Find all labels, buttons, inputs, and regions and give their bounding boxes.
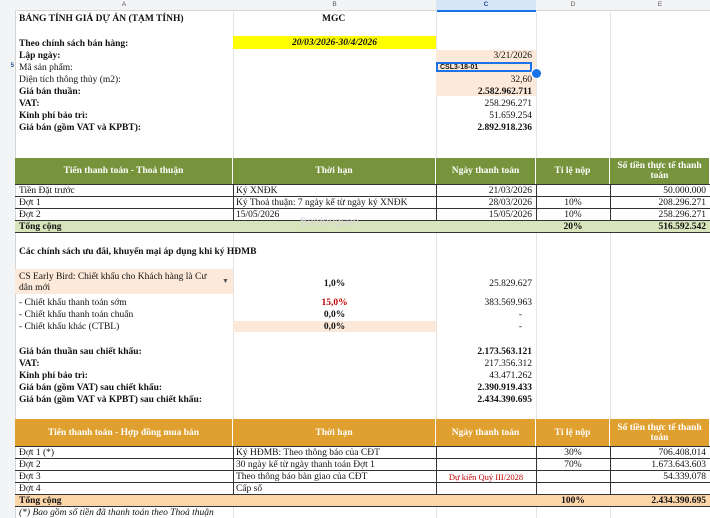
after-gross-value[interactable]: 2.390.919.433: [477, 383, 532, 393]
area-label: Diện tích thông thủy (m2):: [19, 75, 121, 85]
t1-header-installment: Tiến thanh toán - Thoả thuận: [15, 158, 233, 184]
t1-header-amount: Số tiền thực tế thanh toán: [610, 158, 710, 184]
column-header-d[interactable]: D: [536, 0, 610, 11]
after-vat-label: VAT:: [19, 359, 40, 369]
discount-early-payment-pct[interactable]: 15,0%: [321, 298, 348, 308]
early-bird-line2[interactable]: dân mới: [19, 283, 51, 293]
early-bird-line1[interactable]: CS Early Bird: Chiết khấu cho Khách hàng là Cư: [19, 272, 207, 282]
fill-handle[interactable]: [531, 68, 542, 79]
watermark-logo: Batdongsan: [300, 216, 359, 228]
t2-row3-term[interactable]: Theo thông báo bàn giao của CĐT: [236, 472, 368, 482]
t1-row1-installment[interactable]: Tiền Đặt trước: [19, 186, 75, 196]
discount-standard-label: - Chiết khấu thanh toán chuẩn: [19, 310, 134, 320]
total-price-label: Giá bán (gồm VAT và KPBT):: [19, 123, 142, 133]
t2-header-term: Thời hạn: [233, 419, 436, 446]
t2-row1-term[interactable]: Ký HĐMB: Theo thông báo của CĐT: [236, 448, 380, 458]
t1-row2-term[interactable]: Ký Thoả thuận: 7 ngày kể từ ngày ký XNĐK: [236, 198, 408, 208]
product-label: Mã sản phẩm:: [19, 63, 73, 73]
after-total-label: Giá bán (gồm VAT và KPBT) sau chiết khấu:: [19, 395, 203, 405]
t2-header-rate: Tỉ lệ nộp: [536, 419, 610, 446]
column-header-c[interactable]: C: [436, 0, 536, 12]
t2-row4-installment[interactable]: Đợt 4: [19, 484, 41, 494]
t1-row3-rate[interactable]: 10%: [564, 210, 582, 220]
dropdown-arrow-icon[interactable]: ▼: [222, 277, 229, 285]
policy-value[interactable]: 20/03/2026-30/4/2026: [292, 38, 377, 48]
discount-heading: Các chính sách ưu đãi, khuyến mại áp dụng khi ký HĐMB: [19, 247, 257, 257]
t1-total-rate[interactable]: 20%: [563, 222, 583, 232]
total-price-value[interactable]: 2.892.918.236: [477, 123, 532, 133]
t2-row1-installment[interactable]: Đợt 1 (*): [19, 448, 55, 458]
t2-row2-amount[interactable]: 1.673.643.603: [651, 460, 706, 470]
after-gross-label: Giá bán (gồm VAT) sau chiết khấu:: [19, 383, 163, 393]
t2-header-date: Ngày thanh toán: [436, 419, 536, 446]
t1-row2-installment[interactable]: Đợt 1: [19, 198, 41, 208]
t1-row1-term[interactable]: Ký XNĐK: [236, 186, 278, 196]
discount-standard-amount[interactable]: -: [518, 310, 522, 320]
t1-total-amount[interactable]: 516.592.542: [658, 222, 706, 232]
discount-early-payment-amount[interactable]: 383.569.963: [484, 298, 532, 308]
date-label: Lập ngày:: [19, 51, 61, 61]
t1-row3-term[interactable]: 15/05/2026: [236, 210, 280, 220]
after-maint-value[interactable]: 43.471.262: [489, 371, 532, 381]
t1-row1-amount[interactable]: 50.000.000: [663, 186, 706, 196]
early-bird-amount[interactable]: 25.829.627: [489, 279, 532, 289]
vat-label: VAT:: [19, 99, 40, 109]
t1-header-date: Ngày thanh toán: [436, 158, 536, 184]
t2-row2-term[interactable]: 30 ngày kể từ ngày thanh toán Đợt 1: [236, 460, 375, 470]
column-header-b[interactable]: B: [233, 0, 436, 11]
vat-value[interactable]: 258.296.271: [484, 99, 532, 109]
after-vat-value[interactable]: 217.356.312: [484, 359, 532, 369]
product-value[interactable]: CSL3-18-01: [440, 64, 479, 71]
t2-row3-date[interactable]: Dự kiến Quý III/2028: [448, 472, 524, 482]
t2-total-amount[interactable]: 2.434.390.695: [651, 496, 706, 506]
date-value[interactable]: 3/21/2026: [493, 51, 532, 61]
t1-row1-date[interactable]: 21/03/2026: [488, 186, 532, 196]
t2-row1-amount[interactable]: 706.408.014: [658, 448, 706, 458]
t2-row4-term[interactable]: Cấp sổ: [236, 484, 263, 494]
row-gutter: [0, 10, 16, 518]
t2-row3-amount[interactable]: 54.339.078: [663, 472, 706, 482]
area-value[interactable]: 32,60: [510, 75, 532, 85]
discount-other-amount[interactable]: -: [518, 322, 522, 332]
t2-row2-rate[interactable]: 70%: [564, 460, 582, 470]
footnote: (*) Bao gồm số tiền đã thanh toán theo Thoả thuận: [19, 508, 214, 518]
t2-row1-rate[interactable]: 30%: [564, 448, 582, 458]
column-header-e[interactable]: E: [610, 0, 710, 11]
t2-header-amount: Số tiền thực tế thanh toán: [610, 419, 710, 446]
column-header-a[interactable]: A: [15, 0, 233, 11]
t1-total-label: Tổng cộng: [19, 222, 62, 232]
after-net-value[interactable]: 2.173.563.121: [477, 347, 532, 357]
maintenance-label: Kinh phí bảo trì:: [19, 111, 88, 121]
t2-total-rate[interactable]: 100%: [561, 496, 585, 506]
t1-header-rate: Tỉ lệ nộp: [536, 158, 610, 184]
net-price-label: Giá bán thuần:: [19, 87, 81, 97]
discount-standard-pct[interactable]: 0,0%: [323, 310, 346, 320]
t1-row2-rate[interactable]: 10%: [564, 198, 582, 208]
after-total-value[interactable]: 2.434.390.695: [477, 395, 532, 405]
sheet-title: BẢNG TÍNH GIÁ DỰ ÁN (TẠM TÍNH): [19, 14, 184, 24]
project-name: MGC: [322, 14, 346, 24]
t1-row3-amount[interactable]: 258.296.271: [658, 210, 706, 220]
discount-other-label: - Chiết khấu khác (CTBL): [19, 322, 120, 332]
discount-other-pct[interactable]: 0,0%: [323, 322, 346, 332]
early-bird-pct[interactable]: 1,0%: [323, 279, 346, 289]
t1-row3-date[interactable]: 15/05/2026: [488, 210, 532, 220]
maintenance-value[interactable]: 51.659.254: [489, 111, 532, 121]
after-net-label: Giá bán thuần sau chiết khấu:: [19, 347, 142, 357]
t1-row2-date[interactable]: 28/03/2026: [488, 198, 532, 208]
t2-header-installment: Tiến thanh toán - Hợp đồng mua bán: [15, 419, 233, 446]
t2-total-label: Tổng cộng: [19, 496, 62, 506]
t2-row2-installment[interactable]: Đợt 2: [19, 460, 41, 470]
after-maint-label: Kinh phí bảo trì:: [19, 371, 88, 381]
discount-early-payment-label: - Chiết khấu thanh toán sớm: [19, 298, 127, 308]
row-number-selected[interactable]: 5: [10, 63, 14, 69]
policy-label: Theo chính sách bán hàng:: [19, 39, 129, 49]
t1-row2-amount[interactable]: 208.296.271: [658, 198, 706, 208]
net-price-value[interactable]: 2.582.962.711: [477, 87, 532, 97]
t2-row3-installment[interactable]: Đợt 3: [19, 472, 41, 482]
t1-row3-installment[interactable]: Đợt 2: [19, 210, 41, 220]
t1-header-term: Thời hạn: [233, 158, 436, 184]
